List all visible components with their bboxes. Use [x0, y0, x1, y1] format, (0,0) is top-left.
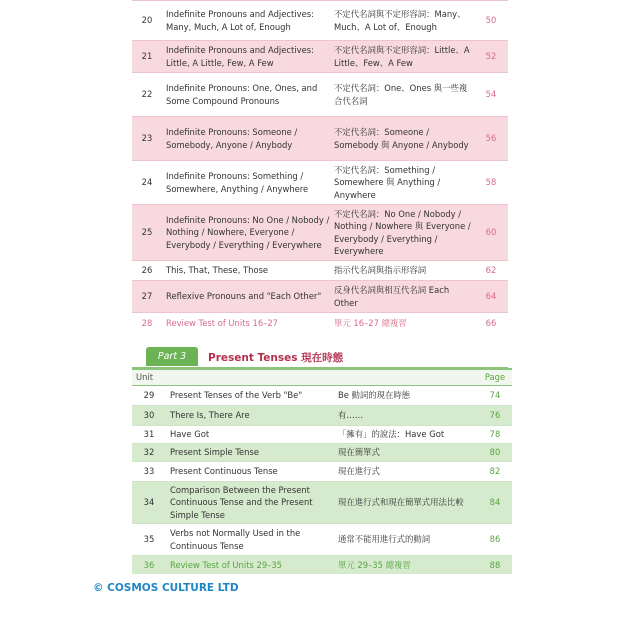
page-column-header: Page: [478, 369, 512, 386]
page-number: 66: [474, 313, 508, 333]
part3-header: [132, 347, 508, 368]
unit-title-en: Indefinite Pronouns: Something / Somewhere, Anything / Anywhere: [162, 161, 334, 205]
table-row: [132, 281, 508, 313]
unit-number: 32: [132, 444, 166, 462]
part-title: Present Tenses 現在時態: [208, 351, 344, 364]
unit-title-en: Verbs not Normally Used in the Continuous Tense: [166, 524, 338, 556]
unit-title-en: Indefinite Pronouns: Someone / Somebody, Anyone / Anybody: [162, 117, 334, 161]
unit-title-zh: 單元 29–35 總複習: [338, 556, 478, 574]
unit-title-en: Review Test of Units 16–27: [162, 313, 334, 333]
unit-title-en: Present Continuous Tense: [166, 462, 338, 482]
unit-title-zh: 單元 16–27 總複習: [334, 313, 474, 333]
unit-title-zh: Be 動詞的現在時態: [338, 386, 478, 406]
page-number: 74: [478, 386, 512, 406]
table-row: [132, 444, 512, 462]
unit-title-zh: 現在進行式和現在簡單式用法比較: [338, 482, 478, 524]
unit-title-zh: 反身代名詞與相互代名詞 Each Other: [334, 281, 474, 313]
unit-title-en: Comparison Between the Present Continuous Tense and the Present Simple Tense: [166, 482, 338, 524]
unit-number: 22: [132, 73, 162, 117]
unit-title-en: There Is, There Are: [166, 406, 338, 426]
page-number: 60: [474, 205, 508, 261]
unit-title-zh: 指示代名詞與指示形容詞: [334, 261, 474, 281]
table-row: [132, 462, 512, 482]
unit-number: 29: [132, 386, 166, 406]
unit-number: 31: [132, 426, 166, 444]
unit-number: 35: [132, 524, 166, 556]
unit-title-en: Indefinite Pronouns and Adjectives: Many, Much, A Lot of, Enough: [162, 1, 334, 41]
table-header: [132, 369, 512, 386]
unit-title-zh: 通常不能用進行式的動詞: [338, 524, 478, 556]
unit-number: 24: [132, 161, 162, 205]
page-number: 84: [478, 482, 512, 524]
page-number: 54: [474, 73, 508, 117]
unit-title-zh: 不定代名詞：No One / Nobody / Nothing / Nowhere 與 Everyone / Everybody / Everything / Everywhere: [334, 205, 474, 261]
unit-title-en: Present Simple Tense: [166, 444, 338, 462]
part2-unit-table: [132, 0, 508, 333]
unit-number: 21: [132, 41, 162, 73]
page-number: 50: [474, 1, 508, 41]
page-number: 52: [474, 41, 508, 73]
table-row: [132, 1, 508, 41]
page-number: 86: [478, 524, 512, 556]
page-number: 88: [478, 556, 512, 574]
unit-title-en: Review Test of Units 29–35: [166, 556, 338, 574]
table-row: [132, 406, 512, 426]
unit-number: 34: [132, 482, 166, 524]
unit-title-en: Reflexive Pronouns and "Each Other": [162, 281, 334, 313]
unit-number: 33: [132, 462, 166, 482]
unit-number: 20: [132, 1, 162, 41]
unit-number: 25: [132, 205, 162, 261]
unit-title-zh: 不定代名詞與不定形容詞：Many、Much、A Lot of、Enough: [334, 1, 474, 41]
unit-title-en: Have Got: [166, 426, 338, 444]
unit-title-zh: 現在簡單式: [338, 444, 478, 462]
table-row: [132, 426, 512, 444]
table-row: [132, 41, 508, 73]
page-number: 64: [474, 281, 508, 313]
page-number: 62: [474, 261, 508, 281]
part-tag: Part 3: [146, 347, 198, 366]
unit-number: 30: [132, 406, 166, 426]
unit-title-zh: 現在進行式: [338, 462, 478, 482]
table-row: [132, 261, 508, 281]
table-of-contents: [132, 0, 508, 574]
unit-number: 36: [132, 556, 166, 574]
table-row: [132, 73, 508, 117]
page-number: 76: [478, 406, 512, 426]
table-row: [132, 556, 512, 574]
unit-number: 27: [132, 281, 162, 313]
page-number: 82: [478, 462, 512, 482]
table-row: [132, 524, 512, 556]
page-number: 56: [474, 117, 508, 161]
unit-number: 26: [132, 261, 162, 281]
unit-title-en: Indefinite Pronouns and Adjectives: Little, A Little, Few, A Few: [162, 41, 334, 73]
table-row: [132, 161, 508, 205]
page-number: 80: [478, 444, 512, 462]
unit-number: 28: [132, 313, 162, 333]
unit-title-zh: 「擁有」的說法：Have Got: [338, 426, 478, 444]
unit-title-zh: 不定代名詞：Someone / Somebody 與 Anyone / Anybody: [334, 117, 474, 161]
part3-unit-table: [132, 368, 512, 574]
table-row: [132, 386, 512, 406]
page-number: 78: [478, 426, 512, 444]
unit-number: 23: [132, 117, 162, 161]
unit-column-header: Unit: [132, 369, 166, 386]
page-number: 58: [474, 161, 508, 205]
table-row: [132, 482, 512, 524]
unit-title-zh: 有……: [338, 406, 478, 426]
unit-title-en: Indefinite Pronouns: One, Ones, and Some Compound Pronouns: [162, 73, 334, 117]
copyright-watermark: © COSMOS CULTURE LTD: [93, 582, 239, 594]
unit-title-en: This, That, These, Those: [162, 261, 334, 281]
table-row: [132, 117, 508, 161]
table-row: [132, 205, 508, 261]
unit-title-en: Present Tenses of the Verb "Be": [166, 386, 338, 406]
unit-title-zh: 不定代名詞：Something / Somewhere 與 Anything / Anywhere: [334, 161, 474, 205]
unit-title-en: Indefinite Pronouns: No One / Nobody / Nothing / Nowhere, Everyone / Everybody / Everything / Everywhere: [162, 205, 334, 261]
unit-title-zh: 不定代名詞：One、Ones 與一些複合代名詞: [334, 73, 474, 117]
unit-title-zh: 不定代名詞與不定形容詞：Little、A Little、Few、A Few: [334, 41, 474, 73]
table-row: [132, 313, 508, 333]
